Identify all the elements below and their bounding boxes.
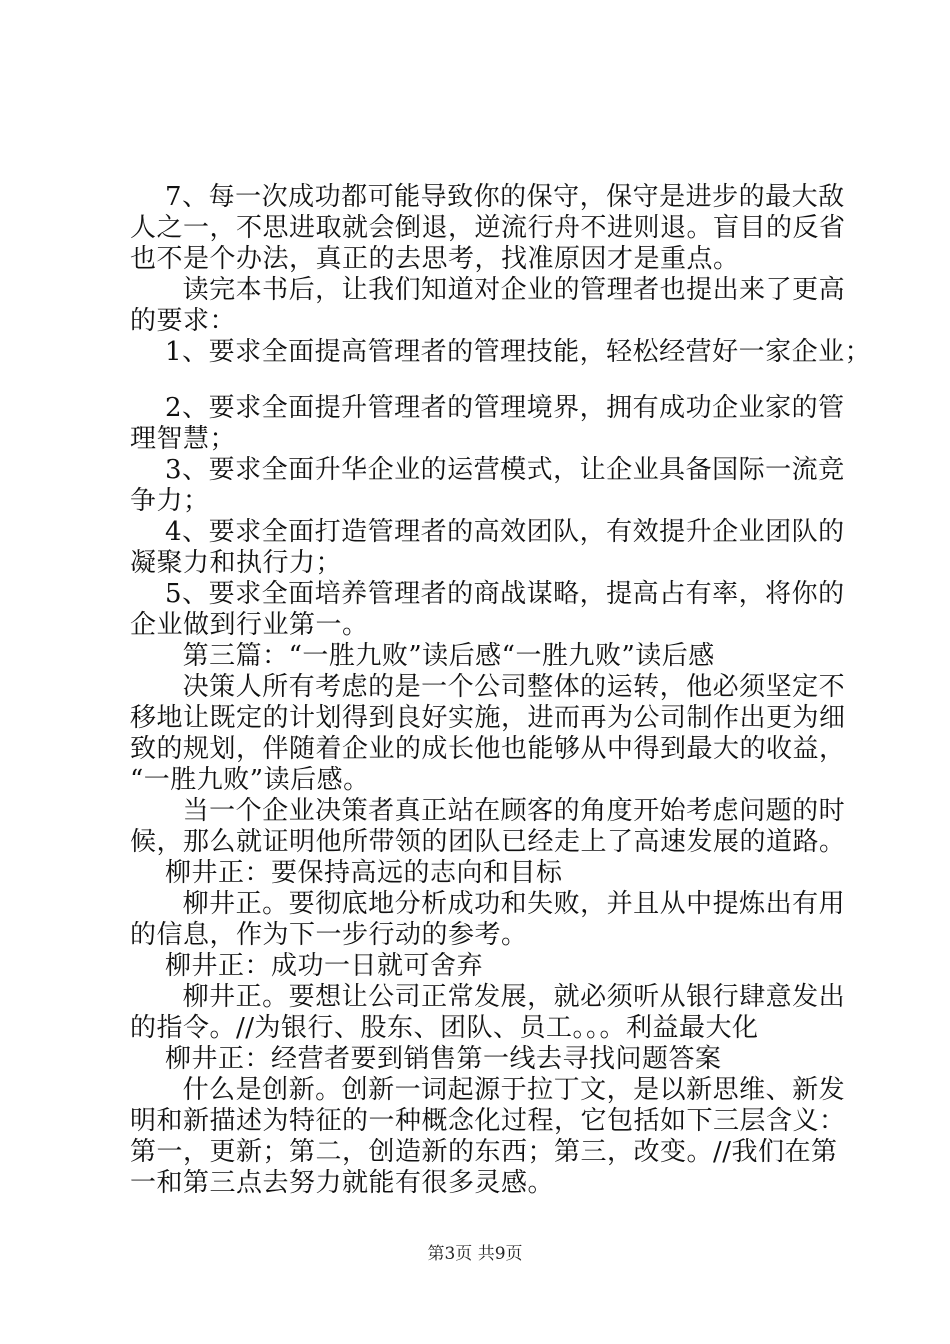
text-line: 移地让既定的计划得到良好实施，进而再为公司制作出更为细 — [130, 703, 846, 733]
text-line: 当一个企业决策者真正站在顾客的角度开始考虑问题的时 — [130, 796, 846, 826]
text-line: 致的规划，伴随着企业的成长他也能够从中得到最大的收益， — [130, 734, 846, 764]
section-heading: 第三篇：“一胜九败”读后感“一胜九败”读后感 — [130, 641, 715, 671]
text-line: 柳井正。要想让公司正常发展，就必须听从银行肆意发出 — [130, 982, 846, 1012]
text-line: 的信息，作为下一步行动的参考。 — [130, 920, 528, 950]
text-line: 也不是个办法，真正的去思考，找准原因才是重点。 — [130, 244, 740, 274]
text-line: 7、每一次成功都可能导致你的保守，保守是进步的最大敌 — [130, 182, 845, 212]
text-line: 柳井正。要彻底地分析成功和失败，并且从中提炼出有用 — [130, 889, 846, 919]
text-line: 争力； — [130, 486, 210, 516]
text-line: 柳井正：成功一日就可舍弃 — [130, 951, 484, 981]
text-line: 第一，更新；第二，创造新的东西；第三，改变。//我们在第 — [130, 1137, 838, 1167]
text-line: 明和新描述为特征的一种概念化过程，它包括如下三层含义： — [130, 1106, 846, 1136]
text-line: 柳井正：要保持高远的志向和目标 — [130, 858, 563, 888]
text-line: 什么是创新。创新一词起源于拉丁文，是以新思维、新发 — [130, 1075, 846, 1105]
text-line: 决策人所有考虑的是一个公司整体的运转，他必须坚定不 — [130, 672, 846, 702]
text-line: 候，那么就证明他所带领的团队已经走上了高速发展的道路。 — [130, 827, 846, 857]
text-line: 柳井正：经营者要到销售第一线去寻找问题答案 — [130, 1044, 722, 1074]
text-line: 3、要求全面升华企业的运营模式，让企业具备国际一流竞 — [130, 455, 845, 485]
text-line: 理智慧； — [130, 424, 237, 454]
text-line: “一胜九败”读后感。 — [130, 765, 370, 795]
text-line: 的指令。//为银行、股东、团队、员工。。。利益最大化 — [130, 1013, 759, 1043]
page-number-footer: 第3页 共9页 — [427, 1244, 523, 1264]
text-line: 2、要求全面提升管理者的管理境界，拥有成功企业家的管 — [130, 393, 845, 423]
text-line: 人之一，不思进取就会倒退，逆流行舟不进则退。盲目的反省 — [130, 213, 846, 243]
text-line: 的要求： — [130, 306, 237, 336]
text-line: 读完本书后，让我们知道对企业的管理者也提出来了更高 — [130, 275, 846, 305]
text-line: 凝聚力和执行力； — [130, 548, 343, 578]
text-line: 企业做到行业第一。 — [130, 610, 369, 640]
text-line: 5、要求全面培养管理者的商战谋略，提高占有率，将你的 — [130, 579, 845, 609]
text-line: 1、要求全面提高管理者的管理技能，轻松经营好一家企业； — [130, 337, 872, 367]
text-line: 一和第三点去努力就能有很多灵感。 — [130, 1168, 555, 1198]
text-line: 4、要求全面打造管理者的高效团队，有效提升企业团队的 — [130, 517, 845, 547]
